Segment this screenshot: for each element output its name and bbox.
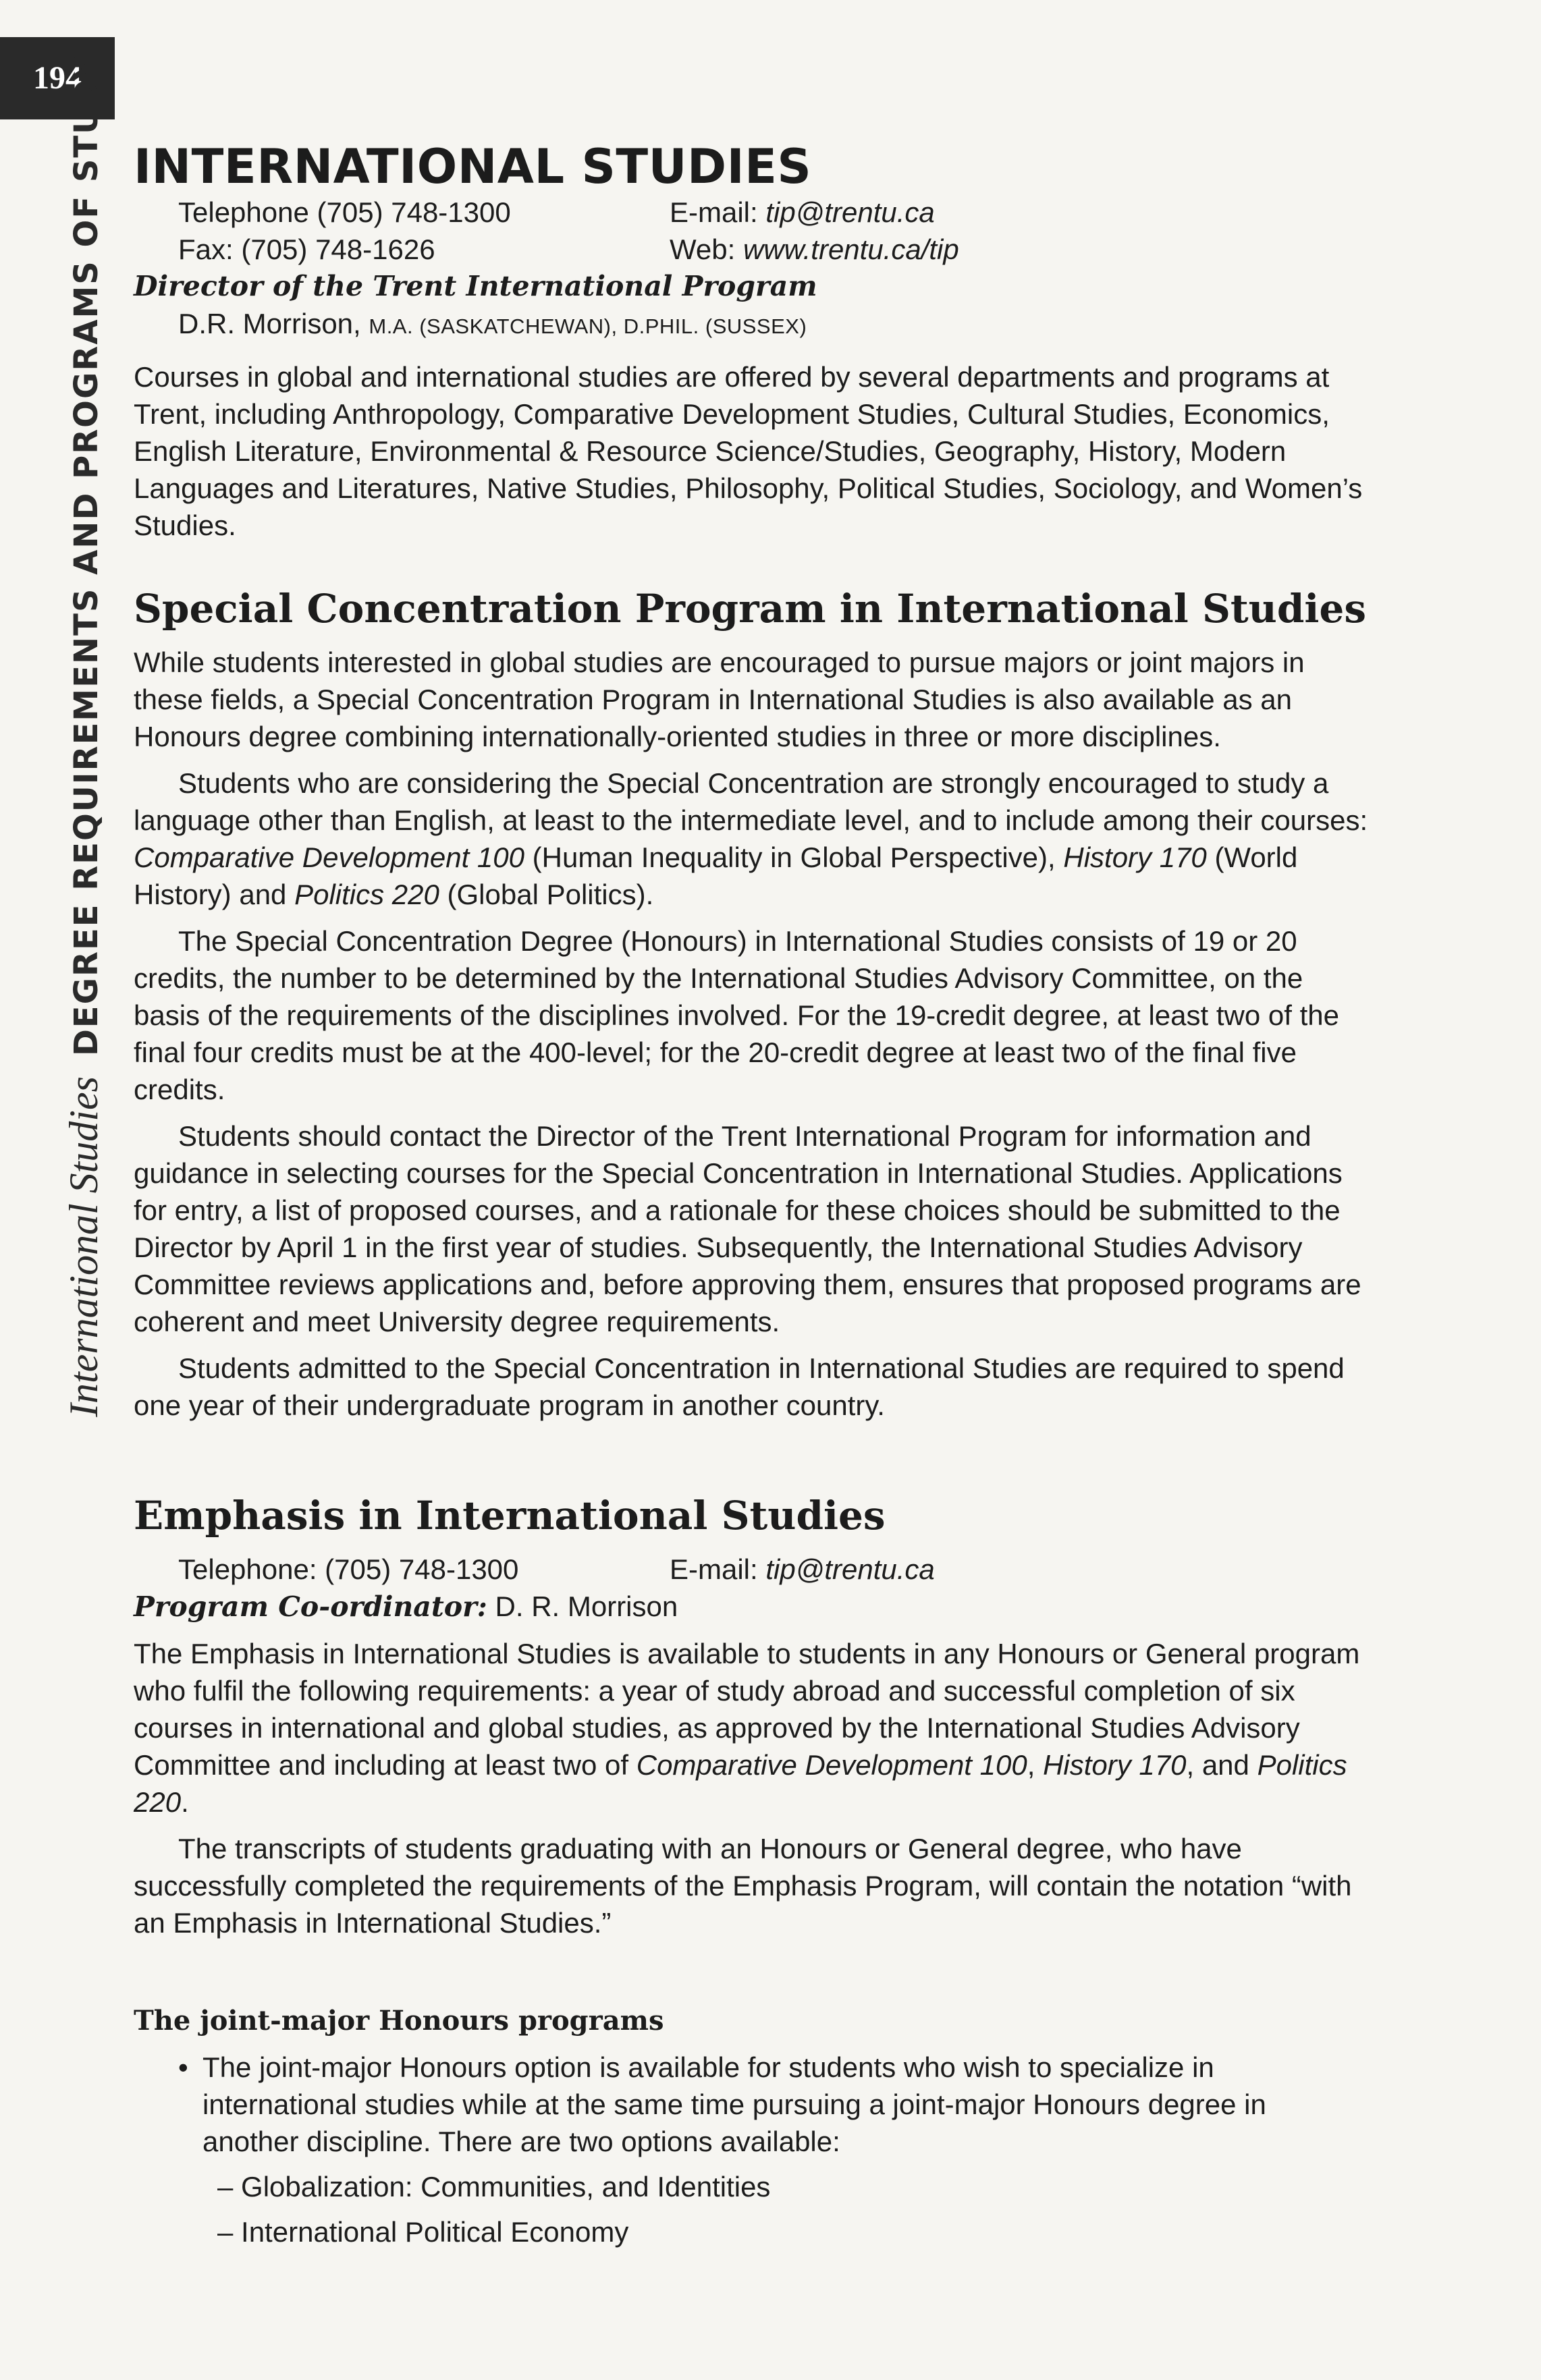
bullet-text: The joint-major Honours option is available for students who wish to specialize in international studies while at the same time pursuing a joint-major Honours degree in another discipline. There are two options available: bbox=[202, 2051, 1266, 2157]
side-running-head bbox=[61, 55, 107, 1417]
page-content bbox=[134, 139, 1369, 2250]
text-span: (Human Inequality in Global Perspective), bbox=[524, 841, 1064, 873]
special-paragraph-3: The Special Concentration Degree (Honours) in International Studies consists of 19 or 20 credits, the number to be determined by the International Studies Advisory Committee, on the basis of the requirements of the disciplines involved. For the 19-credit degree, at least two of the final four credits must be at the 400-level; for the 20-credit degree at least two of the final five credits. bbox=[134, 925, 1339, 1105]
web-line bbox=[670, 231, 959, 268]
course-title: History 170 bbox=[1063, 841, 1207, 873]
text-span: . bbox=[181, 1786, 189, 1818]
running-head-section: International Studies bbox=[61, 1076, 106, 1417]
course-title: History 170 bbox=[1043, 1749, 1187, 1781]
email-link[interactable]: tip@trentu.ca bbox=[765, 196, 935, 228]
director-name-line bbox=[134, 305, 1369, 345]
director-name: D.R. Morrison, bbox=[178, 308, 361, 339]
joint-major-heading: The joint-major Honours programs bbox=[134, 2005, 664, 2037]
director-heading: Director of the Trent International Program bbox=[134, 270, 817, 302]
telephone: Telephone (705) 748-1300 bbox=[178, 196, 511, 228]
special-paragraph-4: Students should contact the Director of the Trent International Program for information and guidance in selecting courses for the Special Concentration in International Studies. Applications for entry, a list of proposed courses, and a rationale for these choices should be submitted to the Director by April 1 in the first year of studies. Subsequently, the International Studies Advisory Committee reviews applications and, before approving them, ensures that proposed programs are coherent and meet University degree requirements. bbox=[134, 1120, 1361, 1337]
emphasis-paragraph-2: The transcripts of students graduating with an Honours or General degree, who have successfully completed the requirements of the Emphasis Program, will contain the notation “with an Emphasis in International Studies.” bbox=[134, 1833, 1352, 1939]
running-head-chapter: DEGREE REQUIREMENTS AND PROGRAMS OF STUDY bbox=[67, 55, 105, 1057]
email-label: E-mail: bbox=[670, 1553, 766, 1585]
email-line bbox=[670, 194, 935, 231]
coordinator-name: D. R. Morrison bbox=[487, 1590, 678, 1622]
page-number: 194 bbox=[0, 37, 115, 119]
joint-major-bullet bbox=[134, 2049, 1369, 2160]
contact-row-2 bbox=[134, 231, 1369, 268]
course-title: Comparative Development 100 bbox=[134, 841, 524, 873]
special-concentration-section bbox=[134, 584, 1369, 1424]
web-link[interactable]: www.trentu.ca/tip bbox=[742, 233, 959, 265]
text-span: The Emphasis in International Studies is available to students in any Honours or General program who fulfil the following requirements: a year of study abroad and successful completion of six courses in international and global studies, as approved by the International Studies Advisory Committee and including at least two of bbox=[134, 1638, 1360, 1781]
special-paragraph-2 bbox=[134, 765, 1369, 913]
text-span: (World History) and bbox=[134, 841, 1298, 910]
text-span: Students who are considering the Special Concentration are strongly encouraged to study a language other than English, at least to the intermediate level, and to include among their courses: bbox=[134, 767, 1368, 836]
coordinator-label: Program Co-ordinator: bbox=[134, 1590, 487, 1623]
course-title: Comparative Development 100 bbox=[636, 1749, 1027, 1781]
director-credentials: M.A. (SASKATCHEWAN), D.PHIL. (SUSSEX) bbox=[369, 314, 807, 338]
text-span: (Global Politics). bbox=[439, 879, 654, 910]
option-item: – International Political Economy bbox=[217, 2216, 629, 2248]
emphasis-contact-row bbox=[134, 1551, 1369, 1588]
page-title: INTERNATIONAL STUDIES bbox=[134, 139, 812, 194]
course-title: Politics 220 bbox=[294, 879, 439, 910]
special-paragraph-1: While students interested in global studies are encouraged to pursue majors or joint majors in these fields, a Special Concentration Program in International Studies is also available as an Honours degree combining internationally-oriented studies in three or more disciplines. bbox=[134, 646, 1305, 752]
course-title: Politics 220 bbox=[134, 1749, 1347, 1818]
text-span: , and bbox=[1186, 1749, 1258, 1781]
web-label: Web: bbox=[670, 233, 743, 265]
text-span: , bbox=[1027, 1749, 1044, 1781]
bullet-icon: • bbox=[178, 2051, 188, 2083]
special-concentration-heading: Special Concentration Program in International Studies bbox=[134, 586, 1366, 632]
email-label: E-mail: bbox=[670, 196, 766, 228]
contact-row-1 bbox=[134, 194, 1369, 231]
emphasis-telephone: Telephone: (705) 748-1300 bbox=[178, 1553, 519, 1585]
emphasis-heading: Emphasis in International Studies bbox=[134, 1493, 886, 1539]
emphasis-paragraph-1 bbox=[134, 1635, 1369, 1821]
coordinator-line bbox=[134, 1588, 1369, 1626]
emphasis-email-line bbox=[670, 1551, 935, 1588]
option-item: – Globalization: Communities, and Identities bbox=[217, 2171, 771, 2203]
emphasis-section bbox=[134, 1491, 1369, 1941]
joint-major-section bbox=[134, 2002, 1369, 2250]
emphasis-email-link[interactable]: tip@trentu.ca bbox=[765, 1553, 935, 1585]
special-paragraph-5: Students admitted to the Special Concentration in International Studies are required to spend one year of their undergraduate program in another country. bbox=[134, 1352, 1345, 1421]
intro-paragraph: Courses in global and international studies are offered by several departments and programs at Trent, including Anthropology, Comparative Development Studies, Cultural Studies, Economics, English Literature, Environmental & Resource Science/Studies, Geography, History, Modern Languages and Literatures, Native Studies, Philosophy, Political Studies, Sociology, and Women’s Studies. bbox=[134, 361, 1363, 541]
fax: Fax: (705) 748-1626 bbox=[178, 233, 435, 265]
